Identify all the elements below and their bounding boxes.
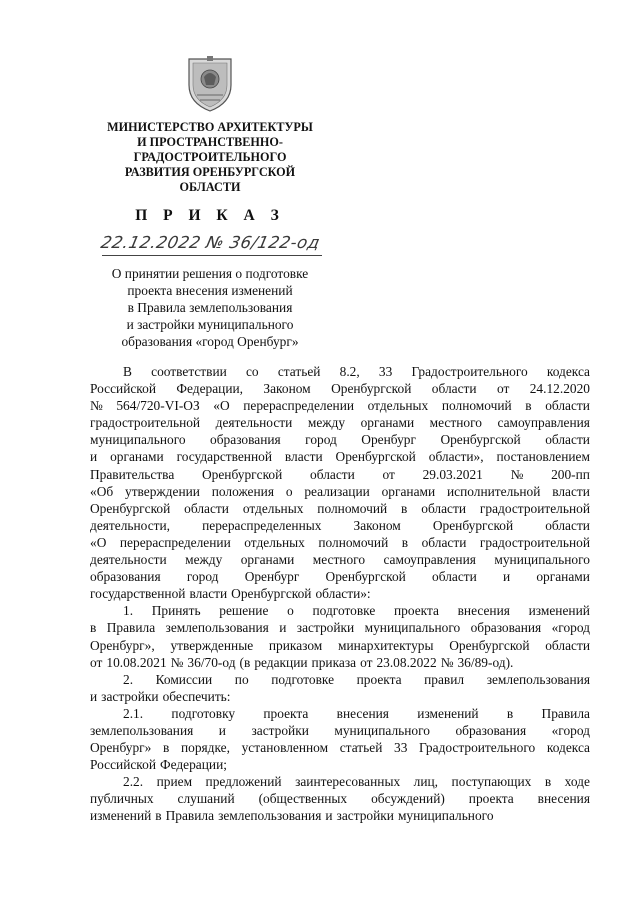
body-line: деятельности, перераспределенных Законом Оренбургской области [90,517,590,533]
ministry-line: ГРАДОСТРОИТЕЛЬНОГО [133,150,287,164]
ministry-line: РАЗВИТИЯ ОРЕНБУРГСКОЙ [124,165,296,179]
ministry-line: ОБЛАСТИ [179,180,241,194]
body-line: землепользования и застройки муниципального образования «город [90,722,590,738]
handwritten-date-number: 22.12.2022 № 36/122-од [99,233,322,252]
body-line: Оренбургской области отдельных полномочий в области градостроительной [90,500,590,516]
body-line: В соответствии со статьей 8.2, 33 Градостроительного кодекса [123,364,590,379]
body-line: в Правила землепользования и застройки муниципального образования «город [90,620,590,636]
body-line: № 564/720-VI-ОЗ «О перераспределении отдельных полномочий в области [90,398,590,414]
ministry-line: И ПРОСТРАНСТВЕННО- [137,135,283,149]
date-number-line [90,231,330,261]
subject-line: проекта внесения изменений [127,283,293,298]
subject-line: О принятии решения о подготовке [111,266,309,281]
subject-line: в Правила землепользования [127,300,293,315]
body-line: Оренбург», утвержденные приказом минархитектуры Оренбургской области [90,637,590,653]
order-subject [90,265,330,350]
body-line: 2. Комиссии по подготовке проекта правил землепользования [123,671,590,687]
ministry-line: МИНИСТЕРСТВО АРХИТЕКТУРЫ [107,120,313,134]
body-line: 2.1. подготовку проекта внесения изменений в Правила [123,705,590,721]
body-line: государственной власти Оренбургской области»: [90,586,371,602]
ministry-name [90,120,330,195]
subject-line: образования «город Оренбург» [121,334,299,349]
body-line: Российской Федерации, Законом Оренбургской области от 24.12.2020 [90,381,590,397]
body-line: публичных слушаний (общественных обсуждений) проекта внесения [90,791,590,807]
order-title: П Р И К А З [135,207,285,224]
body-line: Российской Федерации; [90,757,227,773]
body-line: от 10.08.2021 № 36/70-од (в редакции приказа от 23.08.2022 № 36/89-од). [90,654,514,670]
body-line: «Об утверждении положения о реализации органами исполнительной власти [90,483,590,499]
date-underline [102,255,322,256]
order-body [90,363,590,825]
body-line: Оренбург» в порядке, установленном статьей 33 Градостроительного кодекса [90,740,590,756]
body-line: Правительства Оренбургской области от 29.03.2021 № 200-пп [90,466,590,482]
body-line: и органами государственной власти Оренбургской области», постановлением [90,449,590,465]
body-line: муниципального образования город Оренбург Оренбургской области [90,432,590,448]
letterhead [90,55,330,350]
coat-of-arms-emblem [183,55,237,113]
body-line: «О перераспределении отдельных полномочий в области градостроительной [90,534,590,550]
body-line: градостроительной деятельности между органами местного самоуправления [90,415,590,431]
body-line: деятельности между органами местного самоуправления муниципального [90,552,590,568]
body-line: 1. Принять решение о подготовке проекта внесения изменений [123,603,590,619]
body-line: 2.2. прием предложений заинтересованных лиц, поступающих в ходе [123,774,590,790]
body-line: образования город Оренбург Оренбургской области и органами [90,569,590,585]
subject-line: и застройки муниципального [126,317,294,332]
body-line: изменений в Правила землепользования и застройки муниципального [90,808,494,824]
body-line: и застройки обеспечить: [90,688,231,704]
